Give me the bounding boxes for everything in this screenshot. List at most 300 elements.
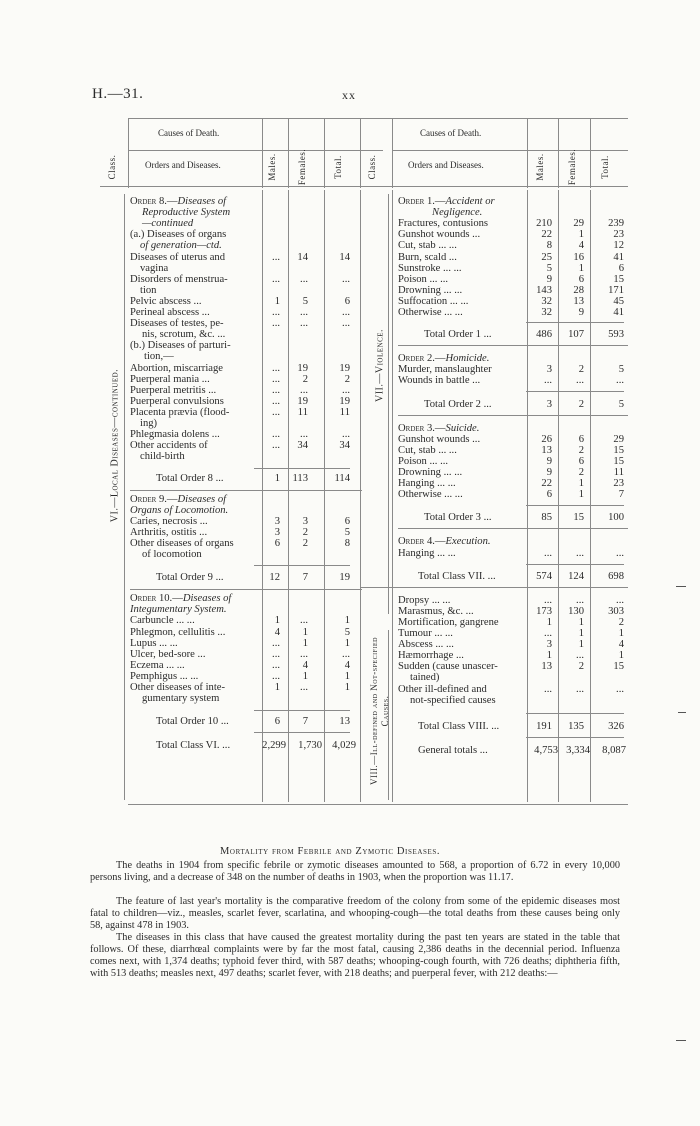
class-viii-row-males: ... — [544, 594, 552, 606]
order-2-row-total: 5 — [618, 364, 624, 376]
order-3-row-females: 1 — [578, 478, 584, 490]
total-class-viii-males: 191 — [536, 720, 552, 732]
class-viii-row: Marasmus, &c. ... — [398, 605, 474, 617]
total-rule — [526, 505, 624, 506]
total-order-10-females: 7 — [302, 716, 308, 728]
left-row-females: 34 — [297, 440, 308, 452]
left-row-females: ... — [300, 384, 308, 396]
margin-mark — [676, 1040, 686, 1041]
order-10-row-males: ... — [272, 648, 280, 660]
order-1-row-females: 4 — [578, 240, 584, 252]
order-2-heading: Order 2.—Homicide. — [398, 353, 490, 365]
header-rule-left — [128, 150, 383, 151]
class-viii-label: VIII.—Ill-defined and Not-specified Causes. — [369, 637, 390, 785]
order-2-row: Murder, manslaughter — [398, 364, 492, 376]
class-viii-row-males: 173 — [536, 605, 552, 617]
paragraph-1: The deaths in 1904 from specific febrile or zymotic diseases amounted to 568, a proportion of 6.72 in every 10,000 persons living, and a decrease of 348 on the number of deaths in 1903, when the proportion was 11.17. — [90, 860, 620, 883]
order-rule — [398, 345, 628, 346]
section-heading: Mortality from Febrile and Zymotic Diseases. — [220, 846, 441, 857]
order-3-row: Hanging ... ... — [398, 478, 456, 490]
left-row-females: 5 — [302, 295, 308, 307]
column-rule — [360, 190, 361, 802]
general-totals-females: 3,334 — [566, 744, 590, 756]
total-order-10-total: 13 — [339, 716, 350, 728]
page-number: xx — [342, 88, 356, 102]
orders-header: Orders and Diseases. — [408, 160, 484, 170]
class-viii-row-females: 2 — [578, 661, 584, 673]
header-divider — [128, 118, 129, 188]
left-row: vagina — [140, 262, 169, 274]
left-row-females: 14 — [297, 251, 308, 263]
total-class-viii: Total Class VIII. ... — [418, 720, 500, 732]
left-row: Diseases of testes, pe- — [130, 318, 224, 330]
total-class-viii-females: 135 — [568, 720, 584, 732]
order-10-row-total: 5 — [344, 626, 350, 638]
order-10-row-males: 1 — [274, 615, 280, 627]
order-9-row-females: 2 — [302, 537, 308, 549]
order-3-row: Gunshot wounds ... — [398, 433, 481, 445]
paragraph-2: The feature of last year's mortality is the comparative freedom of the colony from some of the epidemic diseases most fatal to children—viz., measles, scarlet fever, scarlatina, and whooping-cough—the total deaths from these causes being only 58, against 478 in 1903. — [90, 896, 620, 931]
order-10-row-total: 1 — [344, 682, 350, 693]
total-rule — [526, 713, 624, 714]
left-row: Diseases of uterus and — [130, 251, 226, 263]
order-10-row: gumentary system — [142, 693, 220, 705]
left-row-total: ... — [342, 273, 350, 285]
class-viii-row-males: 13 — [541, 661, 552, 673]
left-row-females: 19 — [297, 362, 308, 374]
order-rule — [130, 589, 362, 590]
left-row: Reproductive System — [142, 207, 231, 219]
order-1-row-total: 15 — [613, 273, 624, 285]
header-divider — [590, 118, 591, 188]
general-totals: General totals ... — [418, 744, 488, 756]
total-rule — [254, 565, 350, 566]
class-viii-row: Dropsy ... ... — [398, 594, 451, 606]
order-3-row-males: 22 — [541, 478, 552, 490]
males-header: Males. — [535, 153, 545, 181]
class-header: Class. — [367, 154, 377, 180]
order-9-row-total: 8 — [344, 537, 350, 549]
order-rule — [130, 490, 362, 491]
class-viii-row-males: ... — [544, 683, 552, 695]
total-class-vii-total: 698 — [608, 570, 624, 582]
order-9-row: of locomotion — [142, 549, 202, 560]
class-viii-row-total: 15 — [613, 661, 624, 673]
total-header: Total. — [333, 155, 343, 179]
total-class-vi-males: 2,299 — [262, 740, 286, 752]
order-10-row-females: 1 — [302, 626, 308, 638]
total-order-8: Total Order 8 ... — [156, 473, 224, 485]
total-class-vi-females: 1,730 — [298, 740, 322, 752]
header-divider — [558, 118, 559, 188]
class-viii-row-females: ... — [576, 683, 584, 695]
class-vi-label: VI.—Local Diseases—continued. — [109, 368, 121, 523]
total-class-viii-total: 326 — [608, 720, 624, 732]
left-row: nis, scrotum, &c. ... — [142, 329, 226, 341]
total-order-8-females: 113 — [292, 473, 308, 485]
total-order-8-total: 114 — [334, 473, 350, 485]
order-1-row-females: 13 — [573, 295, 584, 307]
class-bracket — [124, 194, 125, 800]
order-4-row-males: ... — [544, 547, 552, 559]
left-row: tion,— — [144, 351, 174, 363]
total-class-vii: Total Class VII. ... — [418, 570, 496, 582]
order-10-row-females: ... — [300, 615, 308, 627]
total-order-9-males: 12 — [269, 572, 280, 584]
left-row-males: ... — [272, 395, 280, 407]
order-10-row-total: 1 — [344, 670, 350, 682]
females-header: Females. — [297, 148, 307, 186]
class-viii-row-total: 1 — [618, 650, 624, 662]
left-row: Phlegmasia dolens ... — [130, 429, 220, 441]
order-1-row-males: 9 — [546, 273, 552, 285]
class-viii-row: tained) — [410, 672, 440, 684]
column-rule — [392, 190, 393, 802]
order-3-row-males: 26 — [541, 433, 552, 445]
total-order-2-males: 3 — [546, 398, 552, 410]
order-3-row-total: 15 — [613, 444, 624, 456]
margin-mark — [678, 712, 686, 713]
order-10-row: Ulcer, bed-sore ... — [130, 648, 206, 660]
left-row-males: ... — [272, 362, 280, 374]
order-2-row-males: ... — [544, 375, 552, 387]
order-1-row-females: 9 — [578, 307, 584, 318]
class-viii-row-females: ... — [576, 650, 584, 662]
class-viii-row-females: 1 — [578, 628, 584, 639]
order-9-row: Other diseases of organs — [130, 537, 234, 549]
left-row-males: ... — [272, 273, 280, 285]
order-1-row-females: 28 — [573, 284, 584, 296]
order-1-row-females: 1 — [578, 262, 584, 274]
total-order-3: Total Order 3 ... — [424, 512, 492, 524]
order-10-row-females: 1 — [302, 637, 308, 649]
order-3-row-females: 6 — [578, 455, 584, 467]
order-1-row-females: 29 — [573, 218, 584, 230]
order-10-row-males: ... — [272, 659, 280, 671]
order-9-row: Caries, necrosis ... — [130, 515, 208, 527]
order-3-row-total: 23 — [613, 478, 624, 490]
class-viii-row-females: 1 — [578, 616, 584, 628]
order-3-row-total: 11 — [613, 467, 624, 478]
order-10-heading-2: Integumentary System. — [130, 604, 227, 616]
total-rule — [254, 732, 350, 733]
class-viii-row: not-specified causes — [410, 694, 496, 706]
order-1-row-males: 25 — [541, 251, 552, 263]
order-1-row: Cut, stab ... ... — [398, 240, 457, 252]
order-2-row-total: ... — [616, 375, 624, 387]
total-order-1-females: 107 — [568, 329, 584, 341]
class-viii-row-females: ... — [576, 594, 584, 606]
left-row-males: ... — [272, 307, 280, 318]
order-9-row-females: 2 — [302, 526, 308, 538]
class-viii-row: Tumour ... ... — [398, 628, 453, 639]
order-1-row-females: 6 — [578, 273, 584, 285]
females-header: Females. — [567, 148, 577, 186]
order-9-row-males: 6 — [274, 537, 280, 549]
class-vii-label: VII.—Violence. — [374, 328, 386, 403]
order-2-row: Wounds in battle ... — [398, 375, 481, 387]
left-row: Puerperal convulsions — [130, 395, 224, 407]
total-rule — [526, 391, 624, 392]
margin-mark — [676, 586, 686, 587]
left-row-females: ... — [300, 307, 308, 318]
header-rule-right — [392, 150, 628, 151]
header-rule-top — [128, 118, 628, 119]
left-row-total: 11 — [339, 406, 350, 418]
order-rule — [398, 415, 628, 416]
order-1-row: Gunshot wounds ... — [398, 229, 481, 241]
class-viii-row-total: ... — [616, 683, 624, 695]
left-row-total: ... — [342, 307, 350, 318]
order-1-row: Fractures, contusions — [398, 218, 489, 230]
total-rule — [526, 737, 624, 738]
table-bottom-rule — [128, 804, 628, 805]
left-row-total: 34 — [339, 440, 350, 452]
class-viii-row-total: 303 — [608, 605, 624, 617]
order-3-row: Otherwise ... ... — [398, 489, 463, 501]
order-1-row-males: 5 — [546, 262, 552, 274]
causes-header: Causes of Death. — [420, 128, 482, 138]
left-row-total: ... — [342, 318, 350, 330]
order-10-row: Lupus ... ... — [130, 637, 178, 649]
total-order-1-males: 486 — [536, 329, 552, 341]
order-1-row-females: 1 — [578, 229, 584, 241]
left-row-total: 14 — [339, 251, 350, 263]
order-10-row-males: ... — [272, 637, 280, 649]
left-row: Disorders of menstrua- — [130, 273, 228, 285]
order-9-row-total: 5 — [344, 526, 350, 538]
order-3-row-males: 6 — [546, 489, 552, 501]
left-row: —continued — [142, 218, 194, 230]
order-9-heading-2: Organs of Locomotion. — [130, 504, 229, 516]
order-10-row-females: ... — [300, 682, 308, 693]
order-1-row-females: 16 — [573, 251, 584, 263]
left-row-males: ... — [272, 384, 280, 396]
left-row: Perineal abscess ... — [130, 307, 210, 318]
page-reference: H.—31. — [92, 86, 144, 102]
class-viii-row: Abscess ... ... — [398, 639, 454, 651]
total-order-9-females: 7 — [302, 572, 308, 584]
causes-header: Causes of Death. — [158, 128, 220, 138]
left-row-females: ... — [300, 318, 308, 330]
left-row-females: ... — [300, 273, 308, 285]
order-10-row-males: 4 — [274, 626, 280, 638]
left-row: (a.) Diseases of organs — [130, 229, 227, 241]
left-row-females: 11 — [297, 406, 308, 418]
order-3-row: Poison ... ... — [398, 455, 449, 467]
order-9-row-total: 6 — [344, 515, 350, 527]
total-order-3-total: 100 — [608, 512, 624, 524]
order-3-row-males: 13 — [541, 444, 552, 456]
order-1-row-total: 171 — [608, 284, 624, 296]
class-rule — [360, 587, 628, 588]
order-3-row-males: 9 — [546, 467, 552, 478]
class-viii-row: Mortification, gangrene — [398, 616, 499, 628]
order-1-row-males: 210 — [536, 218, 552, 230]
total-rule — [254, 710, 350, 711]
order-10-row: Other diseases of inte- — [130, 682, 226, 693]
left-row-females: 2 — [302, 373, 308, 385]
left-row: Pelvic abscess ... — [130, 295, 202, 307]
order-10-row: Pemphigus ... ... — [130, 670, 199, 682]
total-order-2-total: 5 — [618, 398, 624, 410]
class-viii-row-males: 1 — [546, 616, 552, 628]
order-1-row: Burn, scald ... — [398, 251, 457, 263]
order-3-row-females: 2 — [578, 467, 584, 478]
class-viii-row-total: 1 — [618, 628, 624, 639]
total-rule — [254, 468, 350, 469]
order-1-row: Sunstroke ... ... — [398, 262, 462, 274]
order-1-row-total: 45 — [613, 295, 624, 307]
class-header: Class. — [107, 154, 117, 180]
order-1-row-total: 41 — [613, 251, 624, 263]
order-10-row-females: ... — [300, 648, 308, 660]
order-1-row-males: 32 — [541, 307, 552, 318]
order-9-row-males: 3 — [274, 515, 280, 527]
order-1-row-total: 12 — [613, 240, 624, 252]
order-3-heading: Order 3.—Suicide. — [398, 422, 480, 434]
left-row: Other accidents of — [130, 440, 208, 452]
order-1-row-males: 32 — [541, 295, 552, 307]
order-3-row-females: 6 — [578, 433, 584, 445]
order-9-row: Arthritis, ostitis ... — [130, 526, 208, 538]
class-viii-row-total: 2 — [618, 616, 624, 628]
left-row-males: ... — [272, 440, 280, 452]
order-1-row-total: 6 — [618, 262, 624, 274]
order-3-row: Cut, stab ... ... — [398, 444, 457, 456]
order-2-row-males: 3 — [546, 364, 552, 376]
order-3-row-females: 2 — [578, 444, 584, 456]
order-10-heading: Order 10.—Diseases of — [130, 593, 232, 605]
left-row: of generation—ctd. — [140, 240, 222, 252]
order-1-row-total: 41 — [613, 307, 624, 318]
class-viii-row: Sudden (cause unascer- — [398, 661, 498, 673]
order-1-heading-2: Negligence. — [432, 207, 483, 219]
class-viii-row-females: 130 — [568, 605, 584, 617]
order-1-heading: Order 1.—Accident or — [398, 196, 495, 207]
class-viii-row-males: 1 — [546, 650, 552, 662]
header-divider — [360, 118, 361, 188]
order-3-row: Drowning ... ... — [398, 467, 463, 478]
order-10-row-total: ... — [342, 648, 350, 660]
class-viii-row-total: ... — [616, 594, 624, 606]
order-4-heading: Order 4.—Execution. — [398, 536, 491, 548]
order-4-row: Hanging ... ... — [398, 547, 456, 559]
order-1-row-males: 143 — [536, 284, 552, 296]
total-order-3-females: 15 — [573, 512, 584, 524]
left-row-males: 1 — [274, 295, 280, 307]
left-row: tion — [140, 284, 157, 296]
order-1-row-males: 22 — [541, 229, 552, 241]
class-viii-row-males: 3 — [546, 639, 552, 651]
left-row-total: ... — [342, 384, 350, 396]
total-order-8-males: 1 — [274, 473, 280, 485]
order-9-heading: Order 9.—Diseases of — [130, 493, 227, 505]
total-rule — [526, 322, 624, 323]
total-order-2: Total Order 2 ... — [424, 398, 492, 410]
order-2-row-females: 2 — [578, 364, 584, 376]
order-4-row-total: ... — [616, 547, 624, 559]
total-header: Total. — [600, 155, 610, 179]
class-viii-row-females: 1 — [578, 639, 584, 651]
order-1-row-males: 8 — [546, 240, 552, 252]
order-10-row: Eczema ... ... — [130, 659, 185, 671]
order-1-row: Suffocation ... ... — [398, 295, 469, 307]
left-row-total: 6 — [344, 295, 350, 307]
left-row-females: ... — [300, 429, 308, 441]
order-2-row-females: ... — [576, 375, 584, 387]
total-order-3-males: 85 — [541, 512, 552, 524]
total-order-1-total: 593 — [608, 329, 624, 341]
total-rule — [526, 564, 624, 565]
order-1-row: Poison ... ... — [398, 273, 449, 285]
order-3-row-males: 9 — [546, 455, 552, 467]
order-10-row-total: 4 — [344, 659, 350, 671]
header-divider — [392, 118, 393, 188]
class-viii-row-males: ... — [544, 628, 552, 639]
order-1-row-total: 239 — [608, 218, 624, 230]
order-10-row-total: 1 — [344, 637, 350, 649]
left-row: Abortion, miscarriage — [130, 362, 223, 374]
class-bracket — [388, 194, 389, 614]
order-1-row: Otherwise ... ... — [398, 307, 463, 318]
order-1-row-total: 23 — [613, 229, 624, 241]
order-8-heading: Order 8.—Diseases of — [130, 196, 227, 207]
header-divider — [527, 118, 528, 188]
left-row: Placenta prævia (flood- — [130, 406, 230, 418]
order-10-row-males: ... — [272, 670, 280, 682]
order-10-row: Carbuncle ... ... — [130, 615, 195, 627]
class-viii-row: Other ill-defined and — [398, 683, 487, 695]
order-9-row-males: 3 — [274, 526, 280, 538]
order-10-row-females: 4 — [302, 659, 308, 671]
left-row-total: ... — [342, 429, 350, 441]
left-row-males: ... — [272, 406, 280, 418]
left-row: (b.) Diseases of parturi- — [130, 340, 231, 352]
order-10-row-males: 1 — [274, 682, 280, 693]
header-divider — [288, 118, 289, 188]
total-order-9-total: 19 — [339, 572, 350, 584]
total-class-vi: Total Class VI. ... — [156, 740, 231, 752]
left-row-males: ... — [272, 251, 280, 263]
order-4-row-females: ... — [576, 547, 584, 559]
order-3-row-total: 7 — [618, 489, 624, 501]
order-9-row-females: 3 — [302, 515, 308, 527]
total-order-2-females: 2 — [578, 398, 584, 410]
general-totals-males: 4,753 — [534, 744, 558, 756]
left-row-total: 19 — [339, 362, 350, 374]
order-rule — [398, 528, 628, 529]
left-row-total: 19 — [339, 395, 350, 407]
left-row-males: ... — [272, 318, 280, 330]
header-divider — [262, 118, 263, 188]
orders-header: Orders and Diseases. — [145, 160, 221, 170]
total-class-vii-females: 124 — [568, 570, 584, 582]
order-3-row-total: 29 — [613, 433, 624, 445]
left-row: ing) — [140, 418, 158, 429]
order-1-row: Drowning ... ... — [398, 284, 463, 296]
left-row-males: ... — [272, 373, 280, 385]
general-totals-total: 8,087 — [602, 744, 626, 756]
left-row: child-birth — [140, 451, 185, 463]
total-order-10-males: 6 — [274, 716, 280, 728]
order-10-row: Phlegmon, cellulitis ... — [130, 626, 226, 638]
total-order-9: Total Order 9 ... — [156, 572, 224, 584]
left-row-total: 2 — [344, 373, 350, 385]
order-3-row-females: 1 — [578, 489, 584, 501]
class-viii-row: Hæmorrhage ... — [398, 650, 464, 662]
left-row-males: ... — [272, 429, 280, 441]
